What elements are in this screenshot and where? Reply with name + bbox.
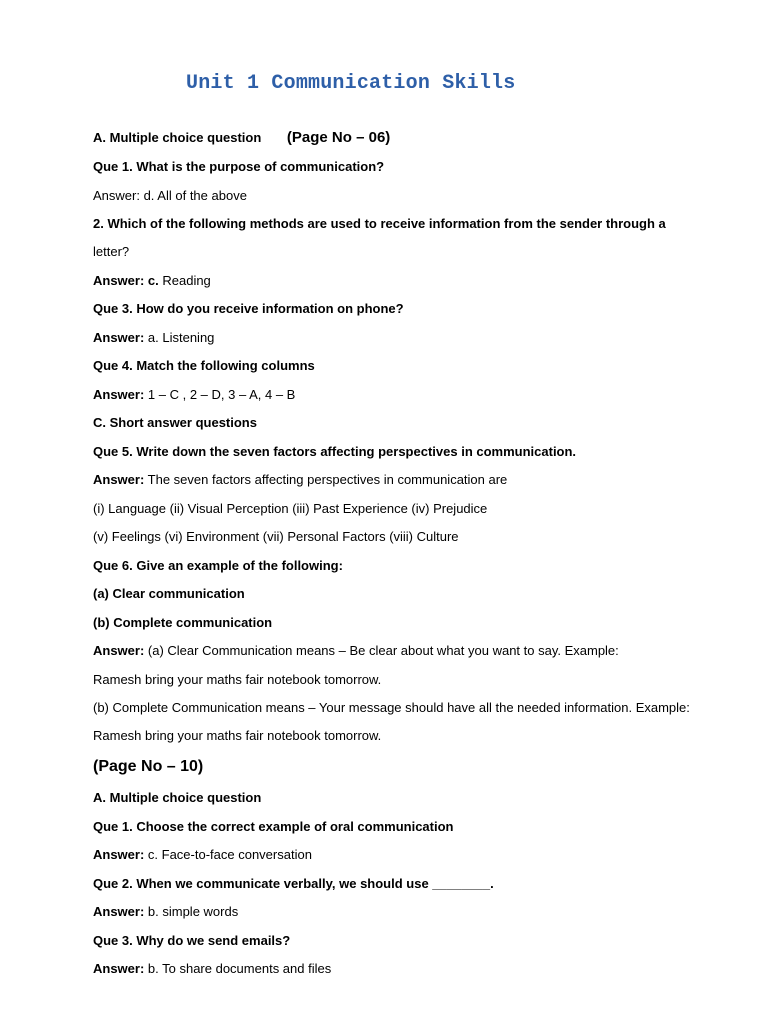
answer-5 xyxy=(93,471,507,489)
answer-6-line-2: Ramesh bring your maths fair notebook tomorrow. xyxy=(93,672,382,687)
answer-text: Reading xyxy=(158,273,211,288)
page-reference: (Page No – 06) xyxy=(286,129,391,146)
answer-5-line-2: (i) Language (ii) Visual Perception (iii) Past Experience (iv) Prejudice xyxy=(93,501,488,516)
answer-text: b. simple words xyxy=(144,904,239,919)
page-reference-10: (Page No – 10) xyxy=(93,758,204,775)
answer-label: Answer: xyxy=(93,387,145,402)
answer-label: Answer: xyxy=(93,961,145,976)
answer-label: Answer: xyxy=(93,904,145,919)
page-title: Unit 1 Communication Skills xyxy=(186,72,516,95)
answer-3 xyxy=(93,329,214,347)
question-1: Que 1. What is the purpose of communication? xyxy=(93,159,385,174)
answer-label: Answer: xyxy=(93,472,145,487)
answer-label: Answer: xyxy=(93,330,145,345)
question-2-line-2: letter? xyxy=(93,244,130,259)
question-3: Que 3. How do you receive information on phone? xyxy=(93,301,404,316)
answer-text: 1 – C , 2 – D, 3 – A, 4 – B xyxy=(144,387,296,402)
answer-5-line-3: (v) Feelings (vi) Environment (vii) Personal Factors (viii) Culture xyxy=(93,529,459,544)
section-label: A. Multiple choice question xyxy=(93,130,262,145)
question-2-line-1: 2. Which of the following methods are used to receive information from the sender through a xyxy=(93,216,666,231)
answer-label: Answer: c. xyxy=(93,273,159,288)
answer-label: Answer: xyxy=(93,847,145,862)
question-6-part-a: (a) Clear communication xyxy=(93,586,245,601)
answer-text: c. Face-to-face conversation xyxy=(144,847,312,862)
answer-6 xyxy=(93,642,619,660)
section-c-heading: C. Short answer questions xyxy=(93,415,257,430)
answer-1: Answer: d. All of the above xyxy=(93,188,247,203)
p10-question-3: Que 3. Why do we send emails? xyxy=(93,933,291,948)
answer-6-line-3: (b) Complete Communication means – Your message should have all the needed information. Example: xyxy=(93,700,690,715)
answer-2 xyxy=(93,272,211,290)
answer-text: The seven factors affecting perspectives in communication are xyxy=(144,472,508,487)
answer-6-line-4: Ramesh bring your maths fair notebook tomorrow. xyxy=(93,728,382,743)
answer-text: b. To share documents and files xyxy=(144,961,332,976)
answer-text: a. Listening xyxy=(144,330,215,345)
p10-question-1: Que 1. Choose the correct example of oral communication xyxy=(93,819,454,834)
answer-label: Answer: xyxy=(93,643,145,658)
question-6: Que 6. Give an example of the following: xyxy=(93,558,343,573)
p10-answer-1 xyxy=(93,846,312,864)
p10-question-2: Que 2. When we communicate verbally, we should use ________. xyxy=(93,876,494,891)
p10-answer-2 xyxy=(93,903,238,921)
question-5: Que 5. Write down the seven factors affecting perspectives in communication. xyxy=(93,444,577,459)
question-4: Que 4. Match the following columns xyxy=(93,358,315,373)
section-a-heading-2: A. Multiple choice question xyxy=(93,790,262,805)
p10-answer-3 xyxy=(93,960,331,978)
answer-text: (a) Clear Communication means – Be clear about what you want to say. Example: xyxy=(144,643,619,658)
section-heading xyxy=(93,129,390,147)
answer-4 xyxy=(93,386,295,404)
question-6-part-b: (b) Complete communication xyxy=(93,615,273,630)
